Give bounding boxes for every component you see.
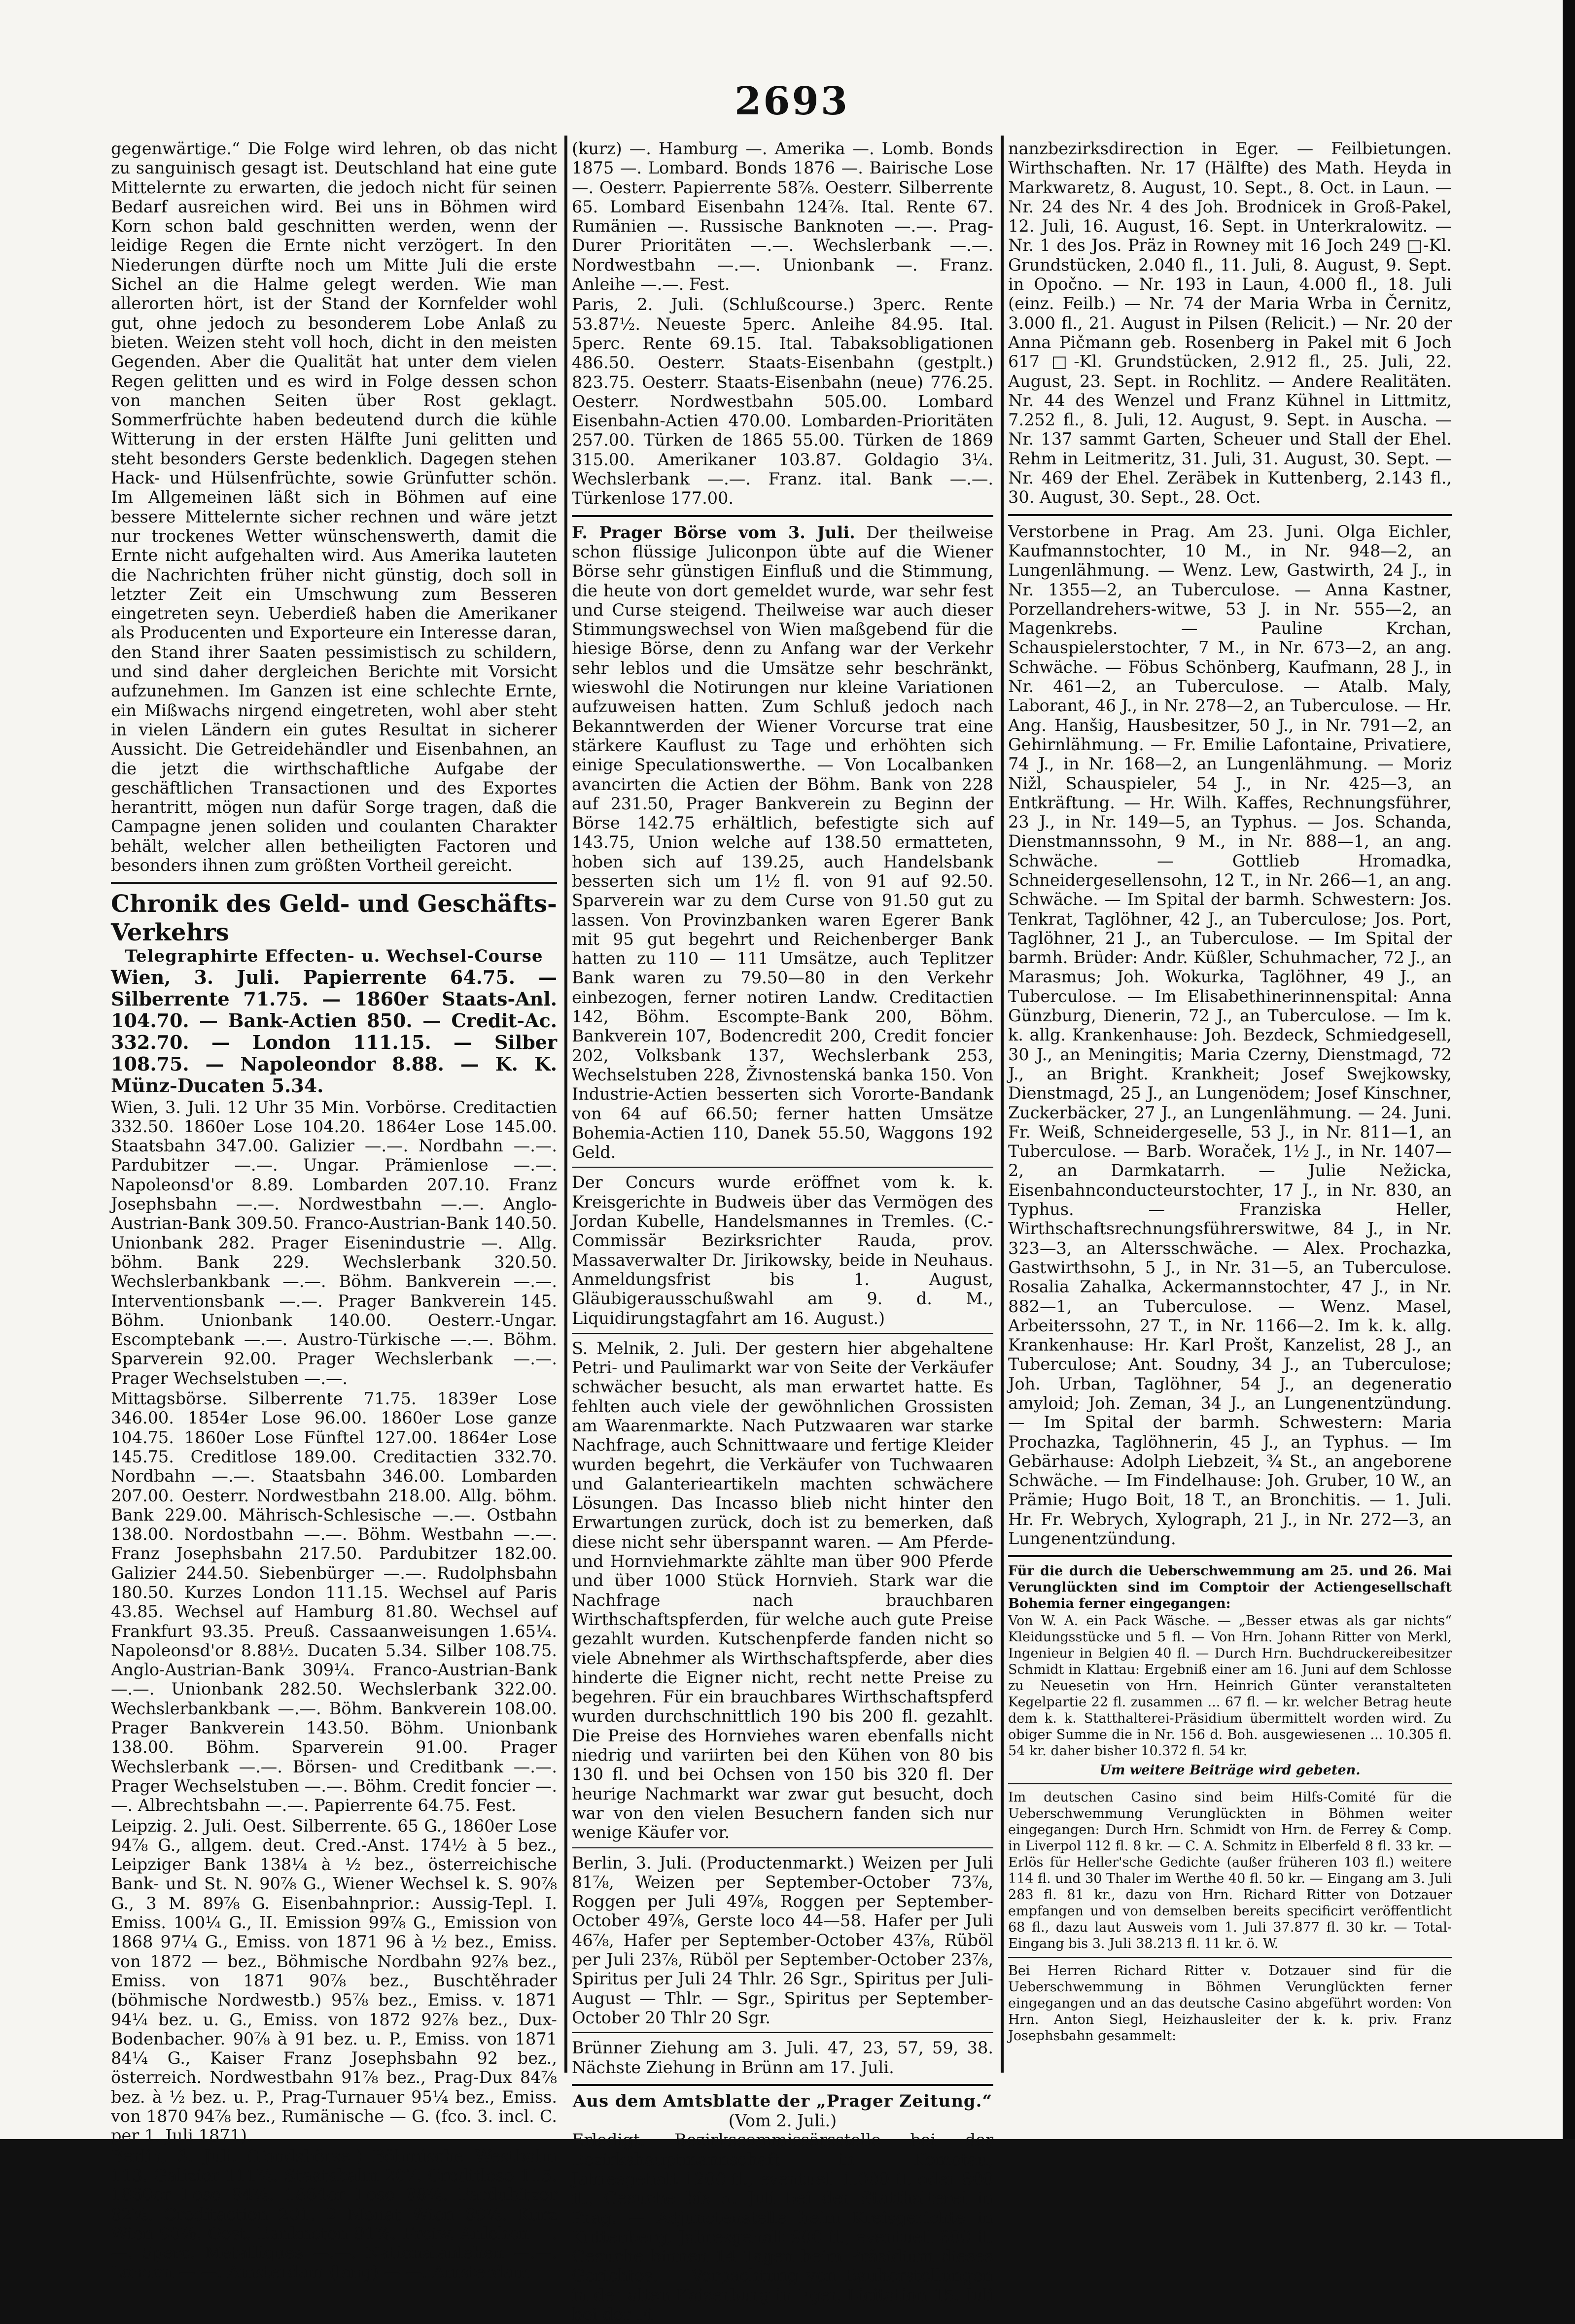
uberschwemmung-heading: Für die durch die Ueberschwemmung am 25. und 26. Mai Verunglückten sind im Comptoir der Actiengesellschaft Bohemia ferner eingegangen: (1008, 1563, 1452, 1612)
wien-mittagsborse: Mittagsbörse. Silberrente 71.75. 1839er Lose 346.00. 1854er Lose 96.00. 1860er Lose ganze 104.75. 1860er Lose Fünftel 127.00. 1864er Lose 145.75. Creditlose 189.00. Creditactien 332.70. Nordbahn —.—. Staatsbahn 346.00. Lombarden 207.00. Oesterr. Nordwestbahn 218.00. Allg. böhm. Bank 229.00. Mährisch-Schlesische —.—. Ostbahn 138.00. Nordostbahn —.—. Böhm. Westbahn —.—. Franz Josephsbahn 217.50. Pardubitzer 182.00. Galizier 244.50. Siebenbürger —.—. Rudolphsbahn 180.50. Kurzes London 111.15. Wechsel auf Paris 43.85. Wechsel auf Hamburg 81.80. Wechsel auf Frankfurt 93.35. Preuß. Cassaanweisungen 1.65¼. Napoleonsd'or 8.88½. Ducaten 5.34. Silber 108.75. Anglo-Austrian-Bank 309¼. Franco-Austrian-Bank —.—. Unionbank 282.50. Wechslerbank 322.00. Wechslerbankbank —.—. Böhm. Bankverein 108.00. Prager Bankverein 143.50. Böhm. Unionbank 138.00. Böhm. Sparverein 91.00. Prager Wechslerbank —.—. Börsen- und Creditbank —.—. Prager Wechselstuben —.—. Böhm. Credit foncier —.—. Albrechtsbahn —.—. Papierrente 64.75. Fest. (111, 1389, 557, 1815)
section-rule (572, 1847, 993, 1848)
concurs-notice: Der Concurs wurde eröffnet vom k. k. Kreisgerichte in Budweis über das Vermögen des Jordan Kubelle, Handelsmannes in Tremles. (C.-Commissär Bezirksrichter Rauda, prov. Massaverwalter Dr. Jirikowsky, beide in Neuhaus. Anmeldungsfrist bis 1. August, Gläubigerausschußwahl am 9. d. M., Liquidirungstagfahrt am 16. August.) (572, 1173, 993, 1328)
amtsblatt-heading: Aus dem Amtsblatte der „Prager Zeitung.“ (572, 2091, 993, 2111)
prager-borse-title: F. Prager Börse vom 3. Juli. (572, 522, 855, 542)
brunner-lottery: Brünner Ziehung am 3. Juli. 47, 23, 57, 59, 38. Nächste Ziehung in Brünn am 17. Juli. (572, 2038, 993, 2077)
section-rule (1008, 1555, 1452, 1557)
exchange-continued: (kurz) —. Hamburg —. Amerika —. Lomb. Bonds 1875 —. Lombard. Bonds 1876 —. Bairische Lose —. Oesterr. Papierrente 58⅞. Oesterr. Silberrente 65. Lombard Eisenbahn 124⅞. Ital. Rente 67. Rumänien —. Russische Banknoten —.—. Prag-Durer Prioritäten —.—. Wechslerbank —.—. Nordwestbahn —.—. Unionbank —. Franz. Anleihe —.—. Fest. (572, 139, 993, 294)
section-rule (572, 1333, 993, 1334)
section-rule (572, 2084, 993, 2086)
wien-telegraph-courses: Wien, 3. Juli. Papierrente 64.75. — Silberrente 71.75. — 1860er Staats-Anl. 104.70. — Bank-Actien 850. — Credit-Ac. 332.70. — London 111.15. — Silber 108.75. — Napoleondor 8.88. — K. K. Münz-Ducaten 5.34. (111, 966, 557, 1097)
section-rule (572, 1167, 993, 1168)
page-number: 2693 (735, 79, 850, 124)
section-rule (572, 515, 993, 517)
erledigt-notice: Erledigt. Bezirkscommissärsstelle bei der Bezirkshauptmannschaft in Komotau, Jahresgehalt 1200 fl., eventuell 1.000 fl. oder 800 fl., Gesuche bis 5. Juli bei der Statthalterei in Prag. — Adjunctenstelle beim Kreisgerichte in Kuttenberg, Jahresgehalt 900 fl., eventuell 800 fl. Gesuche binnen 14 Tagen beim Präsidium dieses Gerichtes. — Verpachtung von Bauherstellungen in der alten Kaiserburg in Eger, Licitation 15. Juli bei der Fi- (572, 2130, 993, 2324)
section-rule (572, 2032, 993, 2033)
telegraph-heading: Telegraphirte Effecten- u. Wechsel-Course (125, 946, 543, 967)
column-1 (111, 139, 557, 2282)
feilbietungen-text: nanzbezirksdirection in Eger. — Feilbietungen. Wirthschaften. Nr. 17 (Hälfte) des Math. Heyda in Markwaretz, 8. August, 10. Sept., 8. Oct. in Laun. — Nr. 24 des Nr. 4 des Joh. Brodnicek in Groß-Pakel, 12. Juli, 16. August, 16. Sept. in Unterkralowitz. — Nr. 1 des Jos. Präz in Rowney mit 16 Joch 249 □-Kl. Grundstücken, 2.040 fl., 11. Juli, 8. August, 9. Sept. in Opočno. — Nr. 193 in Laun, 4.000 fl., 18. Juli (einz. Feilb.) — Nr. 74 der Maria Wrba in Černitz, 3.000 fl., 21. August in Pilsen (Relicit.) — Nr. 20 der Anna Pičmann geb. Rosenberg in Pakel mit 6 Joch 617 □-Kl. Grundstücken, 2.912 fl., 25. Juli, 22. August, 23. Sept. in Rochlitz. — Andere Realitäten. Nr. 44 des Wenzel und Franz Kühnel in Littmitz, 7.252 fl., 8. Juli, 12. August, 9. Sept. in Auscha. — Nr. 137 sammt Garten, Scheuer und Stall der Ehel. Rehm in Leitmeritz, 31. Juli, 31. August, 30. Sept. — Nr. 469 der Ehel. Zeräbek in Kuttenberg, 2.143 fl., 30. August, 30. Sept., 28. Oct. (1008, 139, 1452, 507)
uberschwemmung-signoff: Um weitere Beiträge wird gebeten. (1099, 1763, 1361, 1778)
berlin-fonds-report: Berlin, 3. Juli. (Fondsbörse.) Böhmische Westbahn 113. Galizier 111⅞. Staatsbahn 207. Creditlose 115. 1860er Lose 94⅞. 1864er Lose 88⅞. Pardubitzer 82⅞. Creditactien 201. 2 Monat Wien 89⅞. Kurz Wien 90⅞. Oest. Banknoten 91⅞. Freiw. Anlehen —.—. 5perc. Metalliques —.—. Nationalanlehen —.—. London —.—. Amsterdam (lang) —.—. Amsterdam (111, 2146, 557, 2282)
amtsblatt-date: (Vom 2. Juli.) (728, 2111, 837, 2131)
section-rule (1008, 1783, 1452, 1784)
harvest-report-text: gegenwärtige.“ Die Folge wird lehren, ob das nicht zu sanguinisch gesagt ist. Deutschland hat eine gute Mittelernte zu erwarten, die jedoch nicht für seinen Bedarf ausreichen wird. Bei uns in Böhmen wird Korn schon bald geschnitten werden, wenn der leidige Regen die Ernte nicht verzögert. In den Niederungen dürfte noch um Mitte Juli die erste Sichel an die Halme gelegt werden. Wie man allerorten hört, ist der Stand der Kornfelder wohl gut, ohne jedoch zu besonderem Lobe Anlaß zu bieten. Weizen steht voll hoch, dicht in den meisten Gegenden. Aber die Qualität hat unter dem vielen Regen gelitten und es wird in Folge dessen schon von manchen Seiten über Rost geklagt. Sommerfrüchte haben bedeutend durch die kühle Witterung in der ersten Hälfte Juni gelitten und steht besonders Gerste bedenklich. Dagegen stehen Hack- und Hülsenfrüchte, sowie Grünfutter schön. Im Allgemeinen läßt sich in Böhmen auf eine bessere Mittelernte sicher rechnen und wäre jetzt nur trockenes Wetter wünschenswerth, damit die Ernte nicht aufgehalten wird. Aus Amerika lauteten die Nachrichten früher nicht günstig, doch soll in letzter Zeit ein Umschwung zum Besseren eingetreten seyn. Ueberdieß haben die Amerikaner als Producenten und Exporteure ein Interesse daran, den Stand ihrer Saaten pessimistisch zu schildern, und sind daher dergleichen Berichte mit Vorsicht aufzunehmen. Im Ganzen ist eine schlechte Ernte, ein Mißwachs nirgend eingetreten, wohl aber steht in vielen Ländern ein gutes Resultat in sicherer Aussicht. Die Getreidehändler und Eisenbahnen, an die jetzt die wirthschaftliche Aufgabe der geschäftlichen Transactionen und des Exportes herantritt, mögen nun dafür Sorge tragen, daß die Campagne jenen soliden und coulanten Charakter behält, welcher allen betheiligten Factoren und besonders ihnen zum größten Vortheil gereicht. (111, 139, 557, 875)
paris-report: Paris, 2. Juli. (Schlußcourse.) 3perc. Rente 53.87½. Neueste 5perc. Anleihe 84.95. Ital. 5perc. Rente 69.15. Ital. Tabaksobligationen 486.50. Oesterr. Staats-Eisenbahn (gestplt.) 823.75. Oesterr. Staats-Eisenbahn (neue) 776.25. Oesterr. Nordwestbahn 505.00. Lombard Eisenbahn-Actien 470.00. Lombarden-Prioritäten 257.00. Türken de 1865 55.00. Türken de 1869 315.00. Amerikaner 103.87. Goldagio 3¼. Wechslerbank —.—. Franz. ital. Bank —.—. Türkenlose 177.00. (572, 295, 993, 508)
column-2 (572, 139, 994, 2324)
melnik-market-report: S. Melnik, 2. Juli. Der gestern hier abgehaltene Petri- und Paulimarkt war von Seite der Verkäufer schwächer besucht, als man erwartet hatte. Es fehlten auch viele der gewöhnlichen Grossisten am Waarenmarkte. Nach Putzwaaren war starke Nachfrage, auch Schnittwaare und fertige Kleider wurden begehrt, die Verkäufer von Tuchwaaren und Galanterieartikeln machten schwächere Lösungen. Das Incasso blieb nicht hinter den Erwartungen zurück, doch ist zu bemerken, daß diese nicht sehr überspannt waren. — Am Pferde- und Hornviehmarkte zählte man über 900 Pferde und über 1000 Stück Hornvieh. Stark war die Nachfrage nach brauchbaren Wirthschaftspferden, für welche auch gute Preise gezahlt wurden. Kutschenpferde fanden nicht so viele Abnehmer als Wirthschaftspferde, aber dies hinderte die Eigner nicht, recht nette Preise zu begehren. Für ein brauchbares Wirthschaftspferd wurden durchschnittlich 190 bis 200 fl. gezahlt. Die Preise des Hornviehes waren ebenfalls nicht niedrig und variirten bei den Kühen von 80 bis 130 fl. und bei Ochsen von 150 bis 320 fl. Der heurige Nachmarkt war zwar gut besucht, doch war von den vielen Besuchern fanden sich nur wenige Käufer vor. (572, 1338, 993, 1842)
column-3 (1008, 139, 1452, 2071)
column-divider-2 (1001, 136, 1004, 2073)
column-divider-1 (564, 136, 567, 2073)
section-rule (111, 882, 557, 884)
section-rule (1008, 514, 1452, 516)
dotzauer-donations: Bei Herren Richard Ritter v. Dotzauer sind für die Ueberschwemmung in Böhmen Verunglückten ferner eingegangen und an das deutsche Casino abgeführt worden: Von Hrn. Anton Siegl, Heizhausleiter der k. k. priv. Franz Josephsbahn gesammelt: (1008, 1963, 1452, 2044)
chronik-heading: Chronik des Geld- und Geschäfts-Verkehrs (111, 890, 557, 947)
casino-donations: Im deutschen Casino sind beim Hilfs-Comité für die Ueberschwemmung Verunglückten in Böhmen weiter eingegangen: Durch Hrn. Schmidt von Hrn. de Ferrey & Comp. in Liverpol 112 fl. 8 kr. — C. A. Schmitz in Elberfeld 8 fl. 33 kr. — Erlös für Heller'sche Gedichte (außer früheren 103 fl.) weitere 114 fl. und 30 Thaler im Werthe 40 fl. 50 kr. — Eingang am 3. Juli 283 fl. 81 kr., dazu von Hrn. Richard Ritter von Dotzauer empfangen und von demselben bereits specificirt veröffentlicht 68 fl., dazu laut Ausweis vom 1. Juli 37.877 fl. 30 kr. — Total-Eingang bis 3. Juli 38.213 fl. 11 kr. ö. W. (1008, 1790, 1452, 1952)
section-rule (1008, 1957, 1452, 1958)
wien-vorborse: Wien, 3. Juli. 12 Uhr 35 Min. Vorbörse. Creditactien 332.50. 1860er Lose 104.20. 1864er Lose 145.00. Staatsbahn 347.00. Galizier —.—. Nordbahn —.—. Pardubitzer —.—. Ungar. Prämienlose —.—. Napoleonsd'or 8.89. Lombarden 207.10. Franz Josephsbahn —.—. Nordwestbahn —.—. Anglo-Austrian-Bank 309.50. Franco-Austrian-Bank 140.50. Unionbank 282. Prager Eisenindustrie —. Allg. böhm. Bank 229. Wechslerbank 320.50. Wechslerbankbank —.—. Böhm. Bankverein —.—. Interventionsbank —.—. Prager Bankverein 145. Böhm. Unionbank 140.00. Oesterr.-Ungar. Escomptebank —.—. Austro-Türkische —.—. Böhm. Sparverein 92.00. Prager Wechslerbank —.—. Prager Wechselstuben —.—. (111, 1097, 557, 1388)
scan-border (1563, 0, 1575, 2139)
prager-borse-text: Der theilweise schon flüssige Juliconpon übte auf die Wiener Börse sehr günstigen Einfluß und die Stimmung, die heute von dort gemeldet wurde, war sehr fest und Curse steigend. Theilweise war auch dieser Stimmungswechsel von Wien maßgebend für die hiesige Börse, denn zu Anfang war der Verkehr sehr leblos und die Umsätze sehr beschränkt, wieswohl die Notirungen nur kleine Variationen aufzuweisen hatten. Zum Schluß jedoch nach Bekanntwerden der Wiener Vorcurse trat eine stärkere Kauflust zu Tage und erhöhten sich einige Speculationswerthe. — Von Localbanken avancirten die Actien der Böhm. Bank von 228 auf 231.50, Prager Bankverein zu Beginn der Börse 142.75 erhältlich, befestigte sich auf 143.75, Union welche auf 138.50 ermatteten, hoben sich auf 139.25, auch Handelsbank besserten sich um 1½ fl. von 91 auf 92.50. Sparverein war zu dem Curse von 91.50 gut zu lassen. Von Provinzbanken waren Egerer Bank mit 95 gut begehrt und Reichenberger Bank hatten zu 110 — 111 Umsätze, auch Teplitzer Bank waren zu 79.50—80 in den Verkehr einbezogen, ferner notiren Landw. Creditactien 142, Böhm. Escompte-Bank 200, Böhm. Bankverein 107, Bodencredit 200, Credit foncier 202, Volksbank 137, Wechslerbank 253, Wechselstuben 228, Živnostenská banka 150. Von Industrie-Actien besserten sich Vororte-Bandank von 64 auf 66.50; ferner hatten Umsätze Bohemia-Actien 110, Danek 55.50, Waggons 192 Geld. (572, 522, 994, 1162)
uberschwemmung-donations: Von W. A. ein Pack Wäsche. — „Besser etwas als gar nichts“ Kleidungsstücke und 5 fl. — Von Hrn. Johann Ritter von Merkl, Ingenieur in Belgien 40 fl. — Durch Hrn. Buchdruckereibesitzer Schmidt in Klattau: Ergebniß einer am 16. Juni auf dem Schlosse zu Neuesetin von Hrn. Heinrich Günter veranstalteten Kegelpartie 22 fl. zusammen ... 67 fl. — kr. welcher Betrag heute dem k. k. Statthalterei-Präsidium übermittelt worden wird. Zu obiger Summe die in Nr. 156 d. Boh. ausgewiesenen ... 10.305 fl. 54 kr. daher bisher 10.372 fl. 54 kr. (1008, 1613, 1452, 1759)
berlin-product-market: Berlin, 3. Juli. (Productenmarkt.) Weizen per Juli 81⅞, Weizen per September-October 73⅞, Roggen per Juli 49⅞, Roggen per September-October 49⅞, Gerste loco 44—58. Hafer per Juli 46⅞, Hafer per September-October 43⅞, Rüböl per Juli 23⅞, Rüböl per September-October 23⅞, Spiritus per Juli 24 Thlr. 26 Sgr., Spiritus per Juli-August — Thlr. — Sgr., Spiritus per September-October 20 Thlr 20 Sgr. (572, 1853, 993, 2027)
verstorbene-list: Verstorbene in Prag. Am 23. Juni. Olga Eichler, Kaufmannstochter, 10 M., in Nr. 948—2, an Lungenlähmung. — Wenz. Lew, Gastwirth, 24 J., in Nr. 1355—2, an Tuberculose. — Anna Kastner, Porzellandrehers-witwe, 53 J. in Nr. 555—2, an Magenkrebs. — Pauline Krchan, Schauspielerstochter, 7 M., in Nr. 673—2, an ang. Schwäche. — Föbus Schönberg, Kaufmann, 28 J., in Nr. 461—2, an Tuberculose. — Atalb. Maly, Laborant, 46 J., in Nr. 278—2, an Tuberculose. — Hr. Ang. Hanšig, Hausbesitzer, 50 J., in Nr. 791—2, an Gehirnlähmung. — Fr. Emilie Lafontaine, Privatiere, 74 J., in Nr. 168—2, an Lungenlähmung. — Moriz Nižl, Schauspieler, 54 J., in Nr. 425—3, an Entkräftung. — Hr. Wilh. Kaffes, Rechnungsführer, 23 J., in Nr. 149—5, an Typhus. — Jos. Schanda, Dienstmannssohn, 9 M., in Nr. 888—1, an ang. Schwäche. — Gottlieb Hromadka, Schneidergesellensohn, 12 T., in Nr. 266—1, an ang. Schwäche. — Im Spital der barmh. Schwestern: Jos. Tenkrat, Taglöhner, 42 J., an Tuberculose; Jos. Port, Taglöhner, 21 J., an Tuberculose. — Im Spital der barmh. Brüder: Andr. Küßler, Schuhmacher, 72 J., an Marasmus; Joh. Wokurka, Taglöhner, 49 J., an Tuberculose. — Im Elisabethinerinnenspital: Anna Günzburg, Dienerin, 72 J., an Tuberculose. — Im k. k. allg. Krankenhause: Joh. Bezdeck, Schmiedgesell, 30 J., an Meningitis; Maria Czerny, Dienstmagd, 72 J., an Bright. Krankheit; Josef Swejkowsky, Dienstmagd, 25 J., an Lungenödem; Josef Kinschner, Zuckerbäcker, 27 J., an Lungenlähmung. — 24. Juni. Fr. Weiß, Schneidergeselle, 53 J., in Nr. 811—1, an Tuberculose. — Barb. Woraček, 1½ J., in Nr. 1407—2, an Darmkatarrh. — Julie Nežicka, Eisenbahnconducteurstochter, 17 J., in Nr. 830, an Typhus. — Franziska Heller, Wirthschaftsrechnungsführerswitwe, 84 J., in Nr. 323—3, an Altersschwäche. — Alex. Prochazka, Gastwirthsohn, 5 J., in Nr. 31—5, an Tuberculose. Rosalia Zahalka, Ackermannstochter, 47 J., in Nr. 882—1, an Tuberculose. — Wenz. Masel, Arbeiterssohn, 27 T., in Nr. 1166—2. Im k. k. allg. Krankenhause: Hr. Karl Prošt, Kanzelist, 28 J., an Tuberculose; Ant. Soudny, 34 J., an Tuberculose; Joh. Urban, Taglöhner, 54 J., an degeneratio amyloid; Joh. Zeman, 34 J., an Lungenentzündung. — Im Spital der barmh. Schwestern: Maria Prochazka, Taglöhnerin, 45 J., an Typhus. — Im Gebärhause: Adolph Liebzeit, ¾ St., an angeborene Schwäche. — Im Findelhause: Joh. Gruber, 10 W., an Prämie; Hugo Boit, 18 T., an Bronchitis. — 1. Juli. Hr. Fr. Webrych, Xylograph, 21 J., in Nr. 272—3, an Lungenentzündung. (1008, 521, 1452, 1549)
leipzig-report: Leipzig. 2. Juli. Oest. Silberrente. 65 G., 1860er Lose 94⅞ G., allgem. deut. Cred.-Anst. 174½ à 5 bez., Leipziger Bank 138¼ à ½ bez., österreichische Bank- und St. N. 90⅞ G., Wiener Wechsel k. S. 90⅞ G., 3 M. 89⅞ G. Eisenbahnprior.: Aussig-Tepl. I. Emiss. 100¼ G., II. Emission 99⅞ G., Emission von 1868 97¼ G., Emiss. von 1871 96 à ½ bez., Emiss. von 1872 — bez., Böhmische Nordbahn 92⅞ bez., Emiss. von 1871 90⅞ bez., Buschtěhrader (böhmische Nordwestb.) 95⅞ bez., Emiss. v. 1871 94¼ bez. u. G., Emiss. von 1872 92⅞ bez., Dux-Bodenbacher. 90⅞ à 91 bez. u. P., Emiss. von 1871 84¼ G., Kaiser Franz Josephsbahn 92 bez., österreich. Nordwestbahn 91⅞ bez., Prag-Dux 84⅞ bez. à ½ bez. u. P., Prag-Turnauer 95¼ bez., Emiss. von 1870 94⅞ bez., Rumänische — G. (fco. 3. incl. C. per 1. Juli 1871). (111, 1816, 557, 2146)
